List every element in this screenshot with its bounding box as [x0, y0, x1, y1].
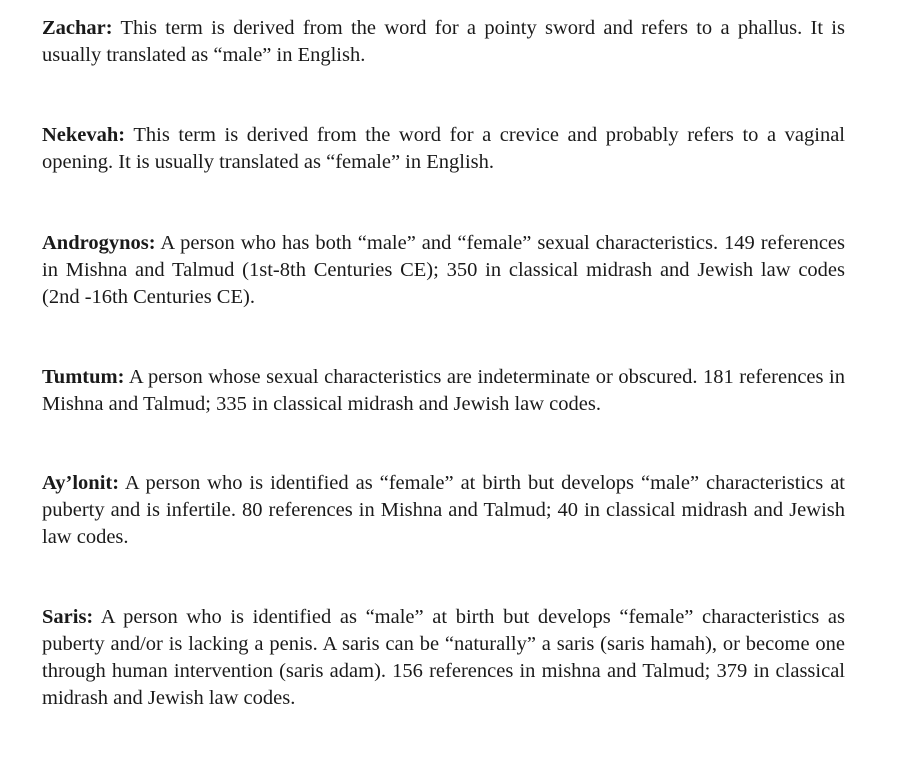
- entry-term: Nekevah:: [42, 124, 126, 146]
- entry-definition: This term is derived from the word for a crevice and probably refers to a vaginal opening. It is usually translated as “female” in English.: [42, 124, 845, 173]
- glossary-entry-nekevah: [42, 122, 845, 176]
- entry-definition: A person who is identified as “male” at birth but develops “female” characteristics as puberty and/or is lacking a penis. A saris can be “naturally” a saris (saris hamah), or become one through human intervention (saris adam). 156 references in mishna and Talmud; 379 in classical midrash and Jewish law codes.: [42, 606, 845, 709]
- glossary-entry-androgynos: [42, 230, 845, 311]
- entry-term: Ay’lonit:: [42, 472, 120, 494]
- entry-term: Saris:: [42, 606, 94, 628]
- entry-definition: A person who has both “male” and “female” sexual characteristics. 149 references in Mishna and Talmud (1st-8th Centuries CE); 350 in classical midrash and Jewish law codes (2nd -16th Centuries CE).: [42, 232, 846, 308]
- entry-definition: A person who is identified as “female” at birth but develops “male” characteristics at puberty and is infertile. 80 references in Mishna and Talmud; 40 in classical midrash and Jewish law codes.: [42, 472, 846, 548]
- glossary-entry-aylonit: [42, 470, 845, 551]
- glossary-entry-saris: [42, 604, 845, 712]
- glossary-entry-tumtum: [42, 364, 845, 418]
- glossary-entry-zachar: [42, 15, 845, 69]
- entry-term: Tumtum:: [42, 366, 125, 388]
- entry-definition: This term is derived from the word for a pointy sword and refers to a phallus. It is usually translated as “male” in English.: [42, 17, 845, 66]
- entry-term: Zachar:: [42, 17, 113, 39]
- entry-definition: A person whose sexual characteristics are indeterminate or obscured. 181 references in Mishna and Talmud; 335 in classical midrash and Jewish law codes.: [42, 366, 845, 415]
- entry-term: Androgynos:: [42, 232, 156, 254]
